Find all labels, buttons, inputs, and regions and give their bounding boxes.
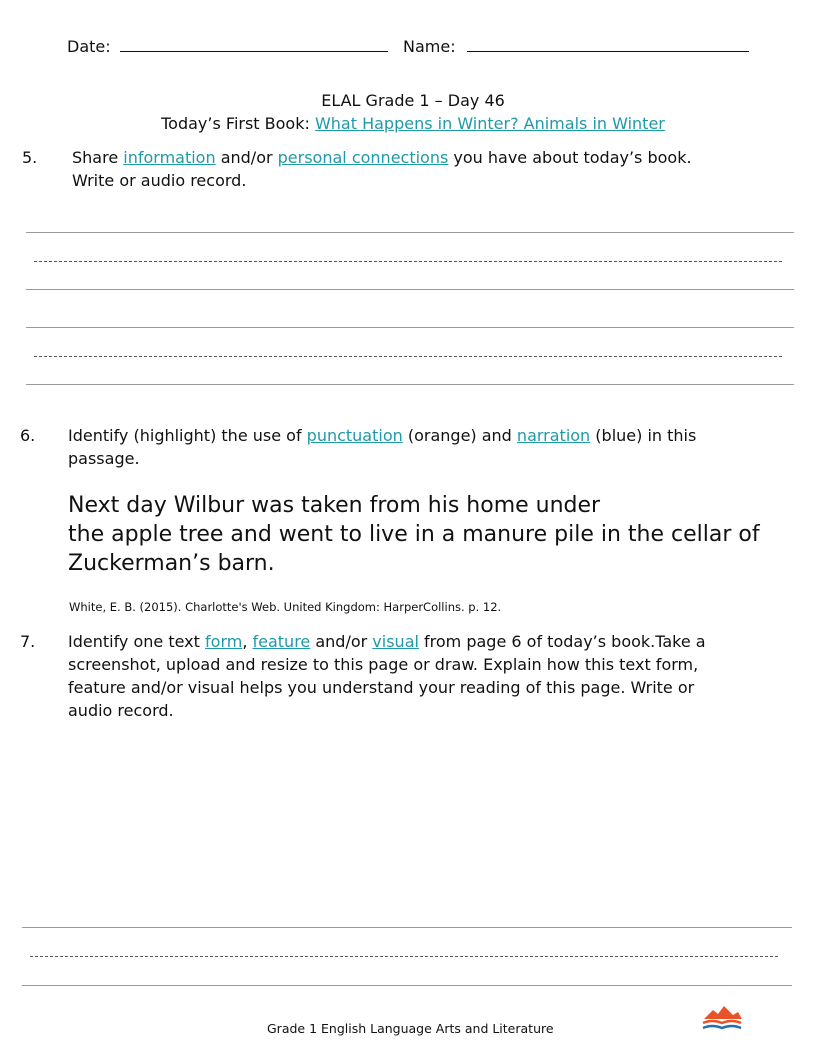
q7-text-3: and/or [310, 632, 373, 651]
question-6-prompt [68, 424, 696, 447]
question-7-prompt [68, 630, 706, 653]
question-5-prompt-line-2: Write or audio record. [72, 171, 247, 190]
date-blank[interactable] [120, 34, 388, 52]
book-mountain-logo-icon [700, 1003, 744, 1033]
personal-connections-link[interactable]: personal connections [277, 148, 449, 167]
form-link[interactable]: form [205, 632, 243, 651]
book-title-link[interactable]: What Happens in Winter? Animals in Winter [314, 114, 665, 133]
name-field [403, 34, 749, 58]
q6-text-3: (blue) in this [590, 426, 697, 445]
passage-citation: White, E. B. (2015). Charlotte's Web. United Kingdom: HarperCollins. p. 12. [69, 600, 502, 614]
todays-book-line [0, 112, 816, 135]
feature-link[interactable]: feature [252, 632, 311, 651]
information-link[interactable]: information [123, 148, 216, 167]
name-blank[interactable] [467, 34, 749, 52]
question-5-number: 5. [22, 148, 38, 167]
writing-line-bottom [22, 985, 792, 986]
passage-line-1: Next day Wilbur was taken from his home under [68, 493, 601, 518]
question-6-number: 6. [20, 426, 36, 445]
passage-line-2: the apple tree and went to live in a manure pile in the cellar of [68, 522, 760, 547]
question-7-number: 7. [20, 632, 36, 651]
book-prefix: Today’s First Book: [161, 114, 310, 133]
writing-line-bottom [26, 289, 794, 290]
q6-text-1: Identify (highlight) the use of [68, 426, 307, 445]
response-area[interactable] [22, 730, 794, 915]
date-label: Date: [67, 37, 111, 56]
q6-text-2: (orange) and [402, 426, 517, 445]
writing-line-top [22, 927, 792, 928]
writing-line-bottom [26, 384, 794, 385]
writing-line-dashed [34, 261, 782, 262]
writing-line-top [26, 327, 794, 328]
question-7-prompt-line-4: audio record. [68, 701, 174, 720]
q7-text-4: from page 6 of today’s book.Take a [418, 632, 706, 651]
question-7-prompt-line-3: feature and/or visual helps you understand your reading of this page. Write or [68, 678, 695, 697]
q5-text-2: and/or [215, 148, 278, 167]
q5-text-3: you have about today’s book. [448, 148, 692, 167]
question-7-prompt-line-2: screenshot, upload and resize to this page or draw. Explain how this text form, [68, 655, 699, 674]
writing-line-dashed [30, 956, 778, 957]
q7-text-2: , [242, 632, 253, 651]
punctuation-link[interactable]: punctuation [306, 426, 403, 445]
passage-line-3: Zuckerman’s barn. [68, 551, 275, 576]
writing-line-top [26, 232, 794, 233]
writing-line-dashed [34, 356, 782, 357]
name-label: Name: [403, 37, 456, 56]
footer-text: Grade 1 English Language Arts and Literature [267, 1021, 554, 1036]
q5-text-1: Share [72, 148, 124, 167]
question-6-prompt-line-2: passage. [68, 449, 140, 468]
narration-link[interactable]: narration [516, 426, 591, 445]
question-5-prompt [72, 146, 692, 169]
lesson-title: ELAL Grade 1 – Day 46 [321, 91, 505, 110]
q7-text-1: Identify one text [68, 632, 206, 651]
visual-link[interactable]: visual [372, 632, 419, 651]
date-field [67, 34, 388, 58]
